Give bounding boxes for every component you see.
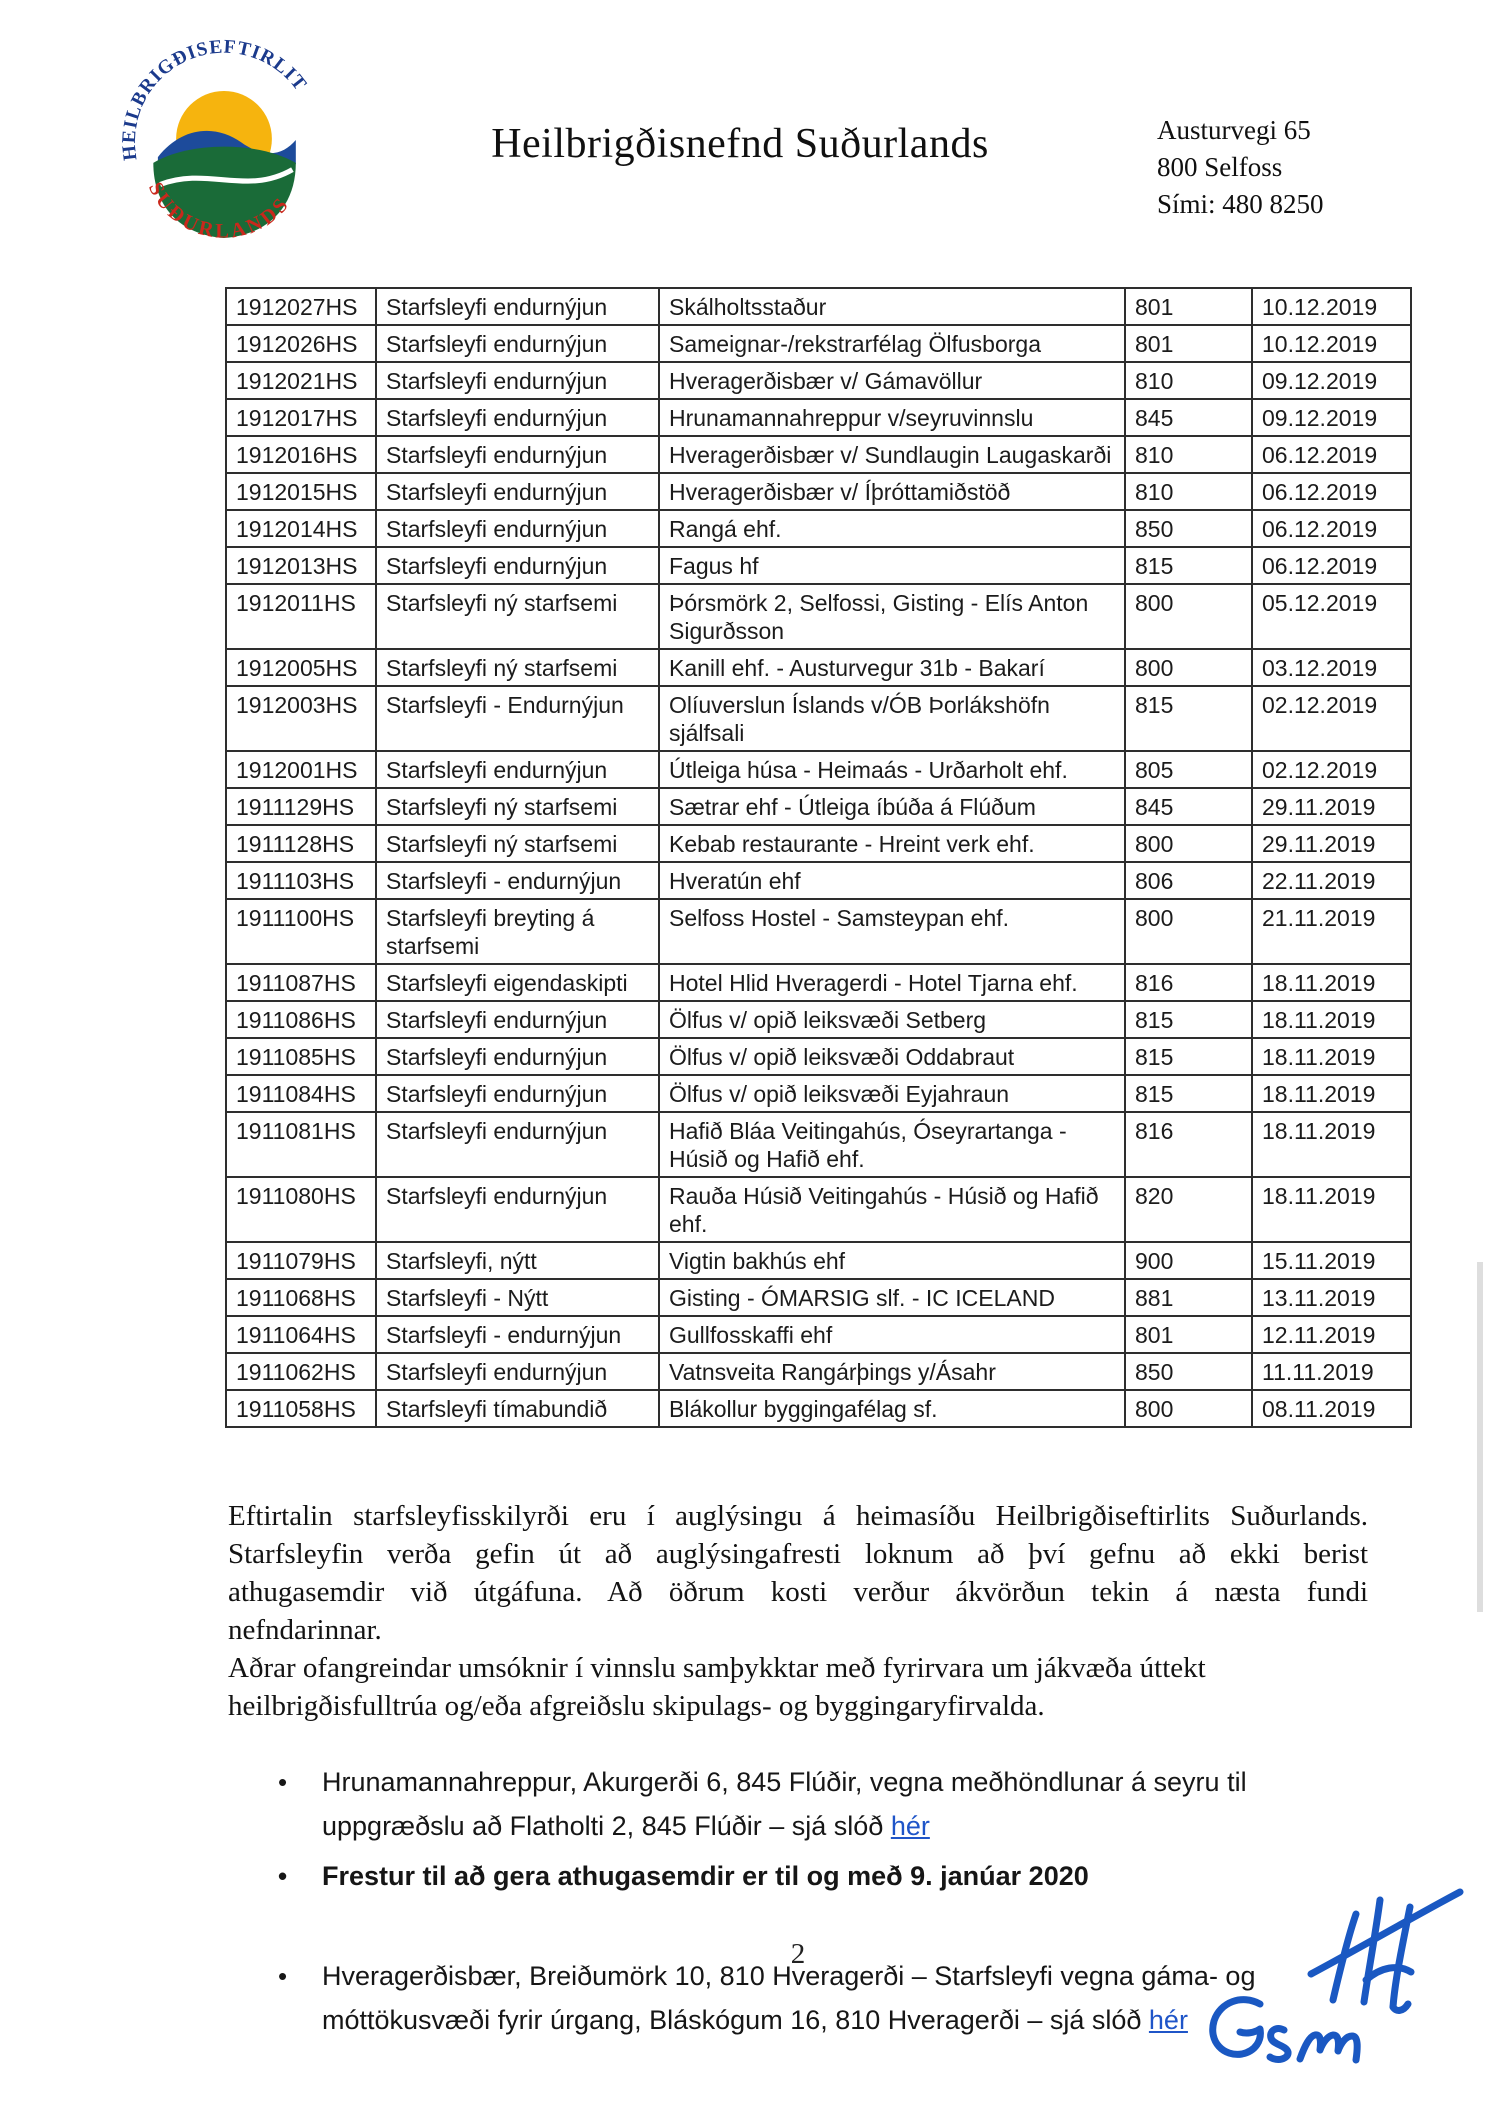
cell-date: 09.12.2019: [1252, 362, 1411, 399]
address-line: Sími: 480 8250: [1157, 189, 1324, 219]
permit-row: [226, 399, 1411, 436]
cell-case-id: 1912014HS: [226, 510, 376, 547]
cell-postal-code: 800: [1125, 899, 1252, 964]
permit-row: [226, 649, 1411, 686]
cell-holder-name: Útleiga húsa - Heimaás - Urðarholt ehf.: [659, 751, 1125, 788]
cell-permit-type: Starfsleyfi ný starfsemi: [376, 788, 659, 825]
cell-permit-type: Starfsleyfi endurnýjun: [376, 1075, 659, 1112]
her-link[interactable]: hér: [1148, 2005, 1188, 2035]
cell-holder-name: Sætrar ehf - Útleiga íbúða á Flúðum: [659, 788, 1125, 825]
cell-case-id: 1911068HS: [226, 1279, 376, 1316]
permit-row: [226, 1242, 1411, 1279]
bullet-text: Frestur til að gera athugasemdir er til og með 9. janúar 2020: [322, 1861, 1089, 1891]
permit-row: [226, 964, 1411, 1001]
permit-row: [226, 325, 1411, 362]
her-link[interactable]: hér: [890, 1811, 930, 1841]
permit-row: [226, 1177, 1411, 1242]
cell-date: 10.12.2019: [1252, 325, 1411, 362]
cell-holder-name: Ölfus v/ opið leiksvæði Setberg: [659, 1001, 1125, 1038]
cell-date: 06.12.2019: [1252, 510, 1411, 547]
cell-postal-code: 810: [1125, 362, 1252, 399]
cell-case-id: 1912005HS: [226, 649, 376, 686]
cell-case-id: 1911129HS: [226, 788, 376, 825]
body-text: [228, 1497, 1368, 1725]
cell-case-id: 1912017HS: [226, 399, 376, 436]
cell-permit-type: Starfsleyfi - Nýtt: [376, 1279, 659, 1316]
cell-date: 10.12.2019: [1252, 288, 1411, 325]
cell-permit-type: Starfsleyfi endurnýjun: [376, 1038, 659, 1075]
cell-case-id: 1912011HS: [226, 584, 376, 649]
cell-holder-name: Blákollur byggingafélag sf.: [659, 1390, 1125, 1427]
cell-postal-code: 816: [1125, 964, 1252, 1001]
address-line: 800 Selfoss: [1157, 152, 1283, 182]
scan-artifact: [1477, 1262, 1483, 1612]
cell-postal-code: 900: [1125, 1242, 1252, 1279]
cell-case-id: 1911128HS: [226, 825, 376, 862]
cell-permit-type: Starfsleyfi endurnýjun: [376, 1353, 659, 1390]
cell-permit-type: Starfsleyfi endurnýjun: [376, 399, 659, 436]
cell-date: 06.12.2019: [1252, 473, 1411, 510]
address-line: Austurvegi 65: [1157, 115, 1311, 145]
cell-case-id: 1912021HS: [226, 362, 376, 399]
cell-date: 03.12.2019: [1252, 649, 1411, 686]
cell-holder-name: Selfoss Hostel - Samsteypan ehf.: [659, 899, 1125, 964]
cell-permit-type: Starfsleyfi endurnýjun: [376, 510, 659, 547]
permit-row: [226, 547, 1411, 584]
cell-case-id: 1911058HS: [226, 1390, 376, 1427]
cell-postal-code: 800: [1125, 825, 1252, 862]
cell-postal-code: 816: [1125, 1112, 1252, 1177]
permit-row: [226, 1353, 1411, 1390]
permit-row: [226, 1279, 1411, 1316]
cell-case-id: 1912016HS: [226, 436, 376, 473]
cell-holder-name: Ölfus v/ opið leiksvæði Oddabraut: [659, 1038, 1125, 1075]
permit-row: [226, 510, 1411, 547]
cell-date: 18.11.2019: [1252, 1075, 1411, 1112]
cell-holder-name: Hafið Bláa Veitingahús, Óseyrartanga - Húsið og Hafið ehf.: [659, 1112, 1125, 1177]
permit-row: [226, 1316, 1411, 1353]
cell-postal-code: 800: [1125, 1390, 1252, 1427]
cell-holder-name: Hveragerðisbær v/ Sundlaugin Laugaskarði: [659, 436, 1125, 473]
cell-date: 15.11.2019: [1252, 1242, 1411, 1279]
cell-permit-type: Starfsleyfi ný starfsemi: [376, 584, 659, 649]
cell-date: 02.12.2019: [1252, 751, 1411, 788]
cell-permit-type: Starfsleyfi ný starfsemi: [376, 649, 659, 686]
paragraph-line: nefndarinnar.: [228, 1614, 382, 1646]
permit-row: [226, 825, 1411, 862]
permit-row: [226, 362, 1411, 399]
permit-row: [226, 1038, 1411, 1075]
cell-postal-code: 881: [1125, 1279, 1252, 1316]
cell-holder-name: Vatnsveita Rangárþings y/Ásahr: [659, 1353, 1125, 1390]
cell-holder-name: Kanill ehf. - Austurvegur 31b - Bakarí: [659, 649, 1125, 686]
cell-permit-type: Starfsleyfi endurnýjun: [376, 1177, 659, 1242]
cell-permit-type: Starfsleyfi - endurnýjun: [376, 862, 659, 899]
cell-holder-name: Hotel Hlid Hveragerdi - Hotel Tjarna ehf.: [659, 964, 1125, 1001]
cell-holder-name: Vigtin bakhús ehf: [659, 1242, 1125, 1279]
cell-holder-name: Hveratún ehf: [659, 862, 1125, 899]
cell-case-id: 1911086HS: [226, 1001, 376, 1038]
cell-date: 13.11.2019: [1252, 1279, 1411, 1316]
cell-postal-code: 806: [1125, 862, 1252, 899]
cell-holder-name: Hrunamannahreppur v/seyruvinnslu: [659, 399, 1125, 436]
cell-permit-type: Starfsleyfi endurnýjun: [376, 362, 659, 399]
cell-postal-code: 800: [1125, 584, 1252, 649]
cell-date: 18.11.2019: [1252, 1177, 1411, 1242]
cell-date: 12.11.2019: [1252, 1316, 1411, 1353]
cell-postal-code: 815: [1125, 1038, 1252, 1075]
bullet-item: [270, 1760, 1355, 1848]
cell-postal-code: 801: [1125, 1316, 1252, 1353]
cell-postal-code: 850: [1125, 1353, 1252, 1390]
bullet-text: Hveragerðisbær, Breiðumörk 10, 810 Hveragerði – Starfsleyfi vegna gáma- og móttökusvæði fyrir úrgang, Bláskógum 16, 810 Hveragerði – sjá slóð: [322, 1961, 1256, 2035]
paragraph-line: athugasemdir við útgáfuna. Að öðrum kosti verður ákvörðun tekin á næsta fundi: [228, 1576, 1368, 1608]
cell-postal-code: 820: [1125, 1177, 1252, 1242]
permit-row: [226, 436, 1411, 473]
signature-block: [1128, 1852, 1500, 2112]
cell-holder-name: Rangá ehf.: [659, 510, 1125, 547]
signature-gsm-handwriting: [1213, 2000, 1357, 2060]
cell-case-id: 1912013HS: [226, 547, 376, 584]
cell-permit-type: Starfsleyfi endurnýjun: [376, 751, 659, 788]
permit-row: [226, 288, 1411, 325]
cell-permit-type: Starfsleyfi endurnýjun: [376, 288, 659, 325]
paragraph-line: heilbrigðisfulltrúa og/eða afgreiðslu skipulags- og byggingaryfirvalda.: [228, 1690, 1045, 1722]
cell-case-id: 1911062HS: [226, 1353, 376, 1390]
cell-holder-name: Sameignar-/rekstrarfélag Ölfusborga: [659, 325, 1125, 362]
cell-date: 09.12.2019: [1252, 399, 1411, 436]
cell-permit-type: Starfsleyfi endurnýjun: [376, 1112, 659, 1177]
cell-case-id: 1911084HS: [226, 1075, 376, 1112]
cell-postal-code: 801: [1125, 325, 1252, 362]
cell-case-id: 1911087HS: [226, 964, 376, 1001]
cell-postal-code: 805: [1125, 751, 1252, 788]
cell-case-id: 1912026HS: [226, 325, 376, 362]
cell-holder-name: Hveragerðisbær v/ Gámavöllur: [659, 362, 1125, 399]
page-number: 2: [790, 1938, 806, 1970]
paragraph-line: Aðrar ofangreindar umsóknir í vinnslu samþykktar með fyrirvara um jákvæða úttekt: [228, 1652, 1206, 1684]
cell-postal-code: 801: [1125, 288, 1252, 325]
cell-date: 18.11.2019: [1252, 1112, 1411, 1177]
cell-permit-type: Starfsleyfi - Endurnýjun: [376, 686, 659, 751]
cell-permit-type: Starfsleyfi tímabundið: [376, 1390, 659, 1427]
cell-permit-type: Starfsleyfi ný starfsemi: [376, 825, 659, 862]
cell-case-id: 1911079HS: [226, 1242, 376, 1279]
cell-holder-name: Olíuverslun Íslands v/ÓB Þorlákshöfn sjálfsali: [659, 686, 1125, 751]
cell-permit-type: Starfsleyfi endurnýjun: [376, 325, 659, 362]
cell-date: 02.12.2019: [1252, 686, 1411, 751]
cell-case-id: 1911064HS: [226, 1316, 376, 1353]
cell-holder-name: Gullfosskaffi ehf: [659, 1316, 1125, 1353]
bullet-text: Hrunamannahreppur, Akurgerði 6, 845 Flúðir, vegna meðhöndlunar á seyru til uppgræðslu að Flatholti 2, 845 Flúðir – sjá slóð: [322, 1767, 1247, 1841]
address-block: [1157, 112, 1324, 223]
cell-date: 18.11.2019: [1252, 964, 1411, 1001]
cell-permit-type: Starfsleyfi - endurnýjun: [376, 1316, 659, 1353]
cell-case-id: 1912001HS: [226, 751, 376, 788]
cell-case-id: 1911080HS: [226, 1177, 376, 1242]
cell-holder-name: Fagus hf: [659, 547, 1125, 584]
org-logo: [110, 34, 338, 262]
cell-case-id: 1912015HS: [226, 473, 376, 510]
cell-date: 22.11.2019: [1252, 862, 1411, 899]
cell-postal-code: 810: [1125, 436, 1252, 473]
cell-date: 18.11.2019: [1252, 1001, 1411, 1038]
signature-initials-icon: [1311, 1892, 1460, 2010]
cell-date: 06.12.2019: [1252, 547, 1411, 584]
cell-date: 29.11.2019: [1252, 788, 1411, 825]
cell-date: 11.11.2019: [1252, 1353, 1411, 1390]
cell-postal-code: 815: [1125, 547, 1252, 584]
cell-permit-type: Starfsleyfi breyting á starfsemi: [376, 899, 659, 964]
cell-permit-type: Starfsleyfi, nýtt: [376, 1242, 659, 1279]
cell-permit-type: Starfsleyfi endurnýjun: [376, 473, 659, 510]
permit-row: [226, 1390, 1411, 1427]
paragraph-line: Eftirtalin starfsleyfisskilyrði eru í auglýsingu á heimasíðu Heilbrigðiseftirlits Suðurlands.: [228, 1500, 1368, 1532]
cell-date: 08.11.2019: [1252, 1390, 1411, 1427]
cell-case-id: 1911081HS: [226, 1112, 376, 1177]
permit-row: [226, 788, 1411, 825]
cell-date: 06.12.2019: [1252, 436, 1411, 473]
cell-holder-name: Skálholtsstaður: [659, 288, 1125, 325]
cell-postal-code: 815: [1125, 1075, 1252, 1112]
cell-permit-type: Starfsleyfi eigendaskipti: [376, 964, 659, 1001]
cell-holder-name: Gisting - ÓMARSIG slf. - IC ICELAND: [659, 1279, 1125, 1316]
cell-case-id: 1912003HS: [226, 686, 376, 751]
cell-permit-type: Starfsleyfi endurnýjun: [376, 1001, 659, 1038]
logo-arc-bottom-text: SUÐURLANDS: [143, 178, 295, 243]
cell-case-id: 1911100HS: [226, 899, 376, 964]
paragraph-line: Starfsleyfin verða gefin út að auglýsingafresti loknum að því gefnu að ekki berist: [228, 1538, 1368, 1570]
permit-row: [226, 686, 1411, 751]
permit-row: [226, 1112, 1411, 1177]
cell-case-id: 1912027HS: [226, 288, 376, 325]
cell-date: 05.12.2019: [1252, 584, 1411, 649]
cell-postal-code: 845: [1125, 788, 1252, 825]
permit-row: [226, 862, 1411, 899]
cell-permit-type: Starfsleyfi endurnýjun: [376, 436, 659, 473]
cell-case-id: 1911103HS: [226, 862, 376, 899]
cell-postal-code: 815: [1125, 686, 1252, 751]
permit-row: [226, 584, 1411, 649]
permits-table: [225, 287, 1412, 1428]
cell-permit-type: Starfsleyfi endurnýjun: [376, 547, 659, 584]
cell-postal-code: 800: [1125, 649, 1252, 686]
cell-postal-code: 810: [1125, 473, 1252, 510]
cell-postal-code: 845: [1125, 399, 1252, 436]
permit-row: [226, 473, 1411, 510]
cell-postal-code: 850: [1125, 510, 1252, 547]
permit-row: [226, 1075, 1411, 1112]
logo-arc-top-text: HEILBRIGÐISEFTIRLIT: [118, 36, 311, 162]
cell-holder-name: Þórsmörk 2, Selfossi, Gisting - Elís Anton Sigurðsson: [659, 584, 1125, 649]
cell-holder-name: Hveragerðisbær v/ Íþróttamiðstöð: [659, 473, 1125, 510]
cell-holder-name: Rauða Húsið Veitingahús - Húsið og Hafið ehf.: [659, 1177, 1125, 1242]
cell-holder-name: Ölfus v/ opið leiksvæði Eyjahraun: [659, 1075, 1125, 1112]
org-title: Heilbrigðisnefnd Suðurlands: [491, 121, 989, 167]
cell-holder-name: Kebab restaurante - Hreint verk ehf.: [659, 825, 1125, 862]
cell-date: 21.11.2019: [1252, 899, 1411, 964]
permit-row: [226, 751, 1411, 788]
cell-date: 29.11.2019: [1252, 825, 1411, 862]
permit-row: [226, 1001, 1411, 1038]
cell-date: 18.11.2019: [1252, 1038, 1411, 1075]
cell-postal-code: 815: [1125, 1001, 1252, 1038]
cell-case-id: 1911085HS: [226, 1038, 376, 1075]
permit-row: [226, 899, 1411, 964]
